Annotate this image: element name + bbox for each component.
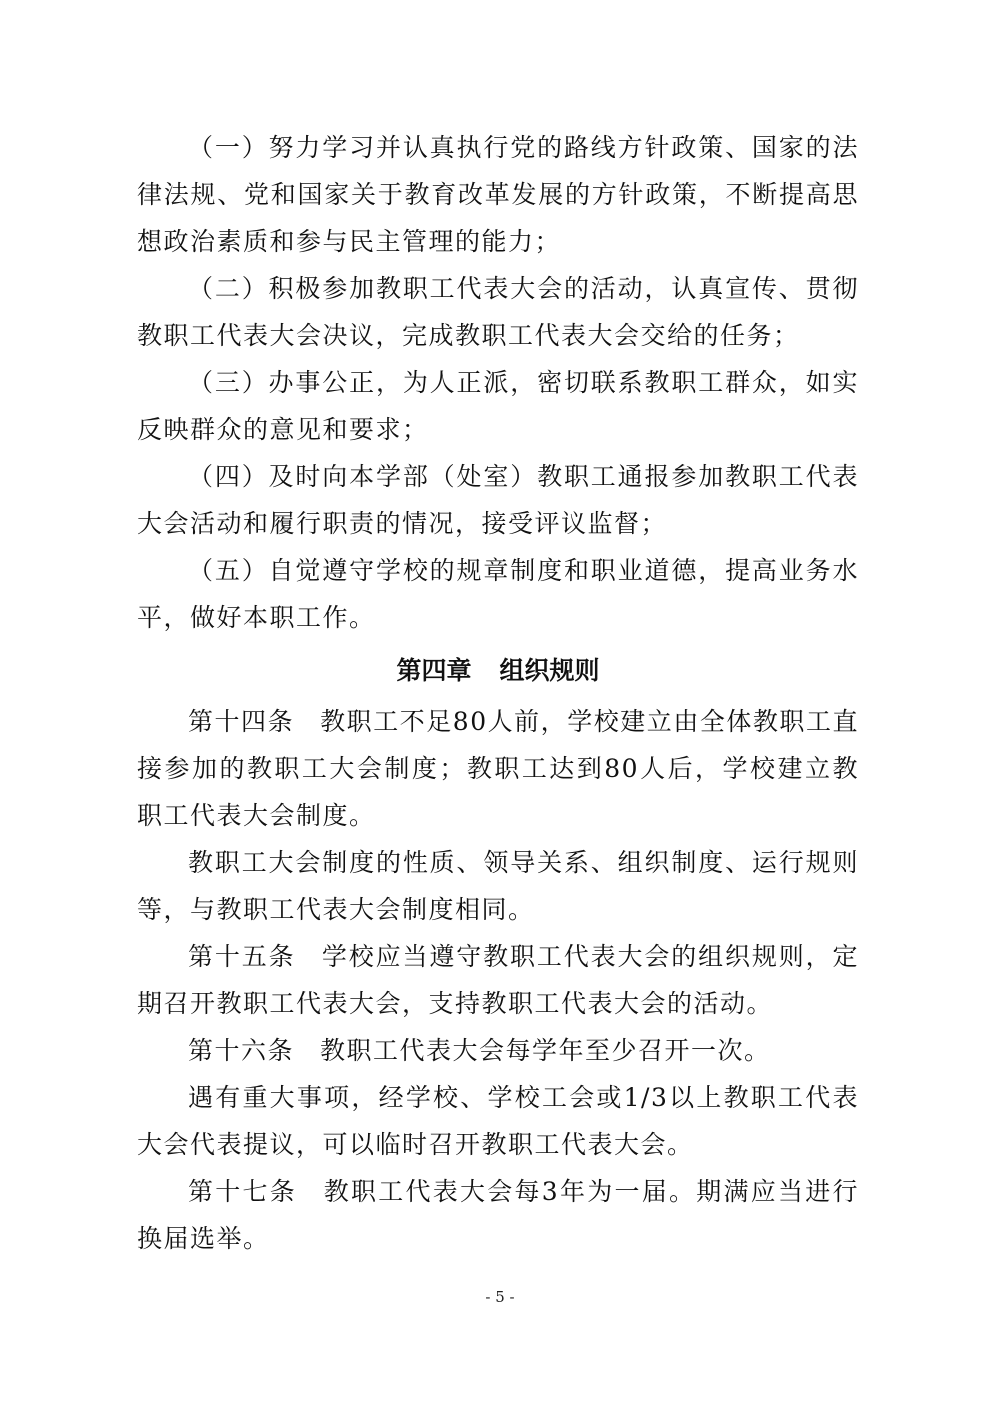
article-14	[137, 698, 859, 839]
article-14-label: 第十四条	[188, 707, 295, 736]
article-16	[137, 1027, 859, 1074]
chapter-title: 组织规则	[499, 656, 600, 685]
article-17-text: 教职工代表大会每3年为一届。期满应当进行换届选举。	[137, 1177, 859, 1253]
page-content	[137, 124, 859, 1262]
article-17	[137, 1168, 859, 1262]
chapter-heading	[137, 647, 859, 694]
duty-4: （四）及时向本学部（处室）教职工通报参加教职工代表大会活动和履行职责的情况，接受评议监督；	[137, 462, 859, 538]
article-17-label: 第十七条	[188, 1177, 298, 1206]
article-15	[137, 933, 859, 1027]
article-15-text: 学校应当遵守教职工代表大会的组织规则，定期召开教职工代表大会，支持教职工代表大会的活动。	[137, 942, 859, 1018]
page-number: - 5 -	[485, 1288, 515, 1306]
article-14-paragraph-2: 教职工大会制度的性质、领导关系、组织制度、运行规则等，与教职工代表大会制度相同。	[137, 848, 859, 924]
article-14-text: 教职工不足80人前，学校建立由全体教职工直接参加的教职工大会制度；教职工达到80人后，学校建立教职工代表大会制度。	[137, 707, 859, 830]
chapter-number: 第四章	[396, 656, 472, 685]
duty-3: （三）办事公正，为人正派，密切联系教职工群众，如实反映群众的意见和要求；	[137, 368, 859, 444]
article-16-text: 教职工代表大会每学年至少召开一次。	[320, 1036, 771, 1065]
article-15-label: 第十五条	[188, 942, 296, 971]
duty-2: （二）积极参加教职工代表大会的活动，认真宣传、贯彻教职工代表大会决议，完成教职工代表大会交给的任务；	[137, 274, 859, 350]
article-16-label: 第十六条	[188, 1036, 295, 1065]
duty-1: （一）努力学习并认真执行党的路线方针政策、国家的法律法规、党和国家关于教育改革发展的方针政策，不断提高思想政治素质和参与民主管理的能力；	[137, 133, 859, 256]
article-16-paragraph-2: 遇有重大事项，经学校、学校工会或1/3以上教职工代表大会代表提议，可以临时召开教职工代表大会。	[137, 1083, 859, 1159]
duty-5: （五）自觉遵守学校的规章制度和职业道德，提高业务水平，做好本职工作。	[137, 556, 859, 632]
